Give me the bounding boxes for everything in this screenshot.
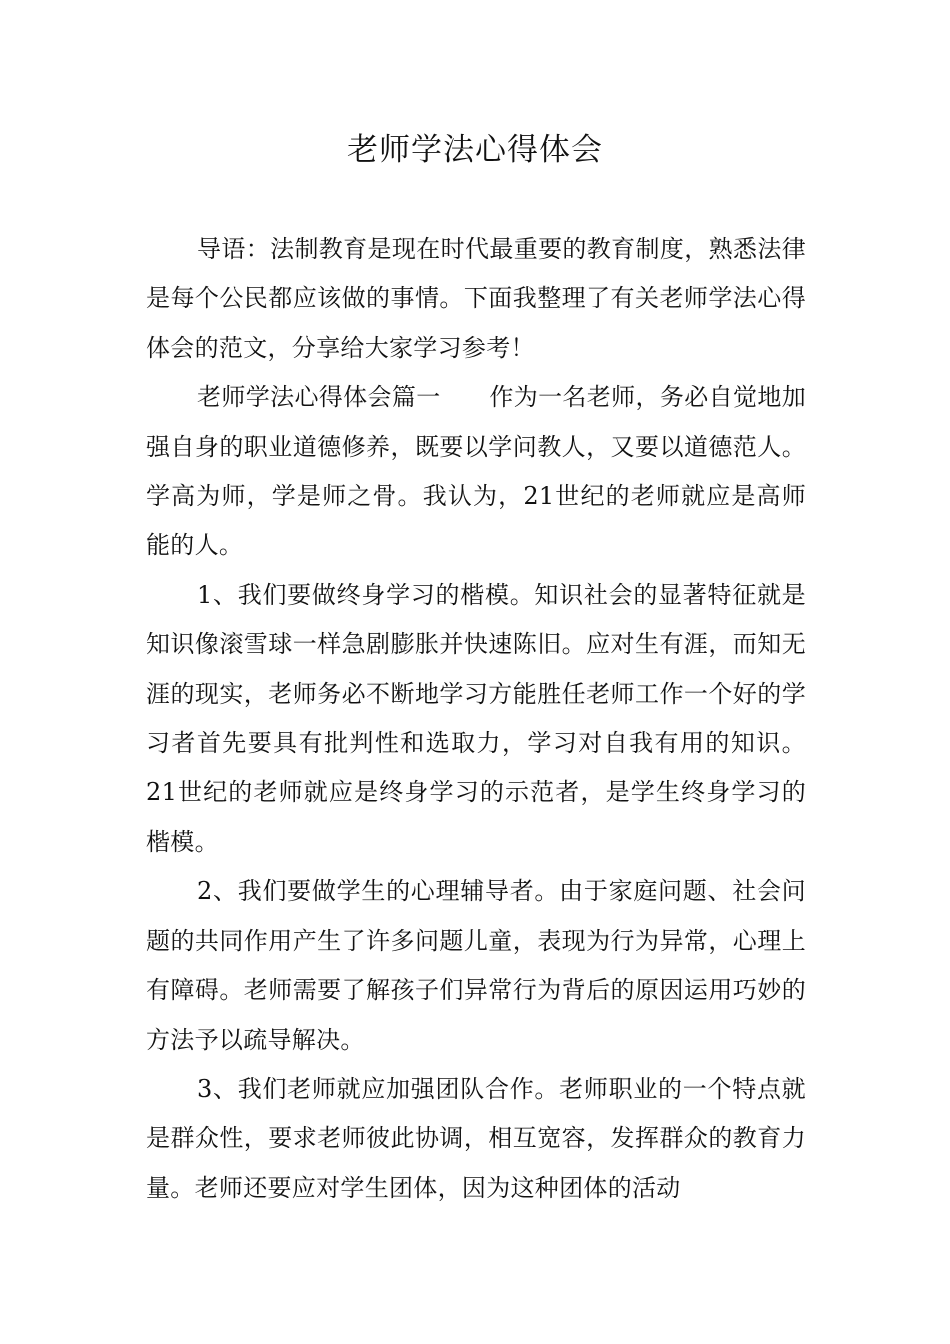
paragraph-point-2: 2、我们要做学生的心理辅导者。由于家庭问题、社会问题的共同作用产生了许多问题儿童，表现为行为异常，心理上有障碍。老师需要了解孩子们异常行为背后的原因运用巧妙的方法予以疏导解决。 xyxy=(146,877,806,1054)
paragraph-point-3: 3、我们老师就应加强团队合作。老师职业的一个特点就是群众性，要求老师彼此协调，相互宽容，发挥群众的教育力量。老师还要应对学生团体，因为这种团体的活动 xyxy=(146,1074,806,1202)
paragraph-intro: 导语：法制教育是现在时代最重要的教育制度，熟悉法律是每个公民都应该做的事情。下面我整理了有关老师学法心得体会的范文，分享给大家学习参考！ xyxy=(146,235,806,362)
paragraph-point-1: 1、我们要做终身学习的楷模。知识社会的显著特征就是知识像滚雪球一样急剧膨胀并快速陈旧。应对生有涯，而知无涯的现实，老师务必不断地学习方能胜任老师工作一个好的学习者首先要具有批判性和选取力，学习对自我有用的知识。21世纪的老师就应是终身学习的示范者，是学生终身学习的楷模。 xyxy=(146,580,806,856)
document-body xyxy=(146,225,806,1213)
document-title: 老师学法心得体会 xyxy=(347,132,603,168)
paragraph-part-one: 老师学法心得体会篇一 作为一名老师，务必自觉地加强自身的职业道德修养，既要以学问教人，又要以道德范人。学高为师，学是师之骨。我认为，21世纪的老师就应是高师能的人。 xyxy=(146,383,806,560)
